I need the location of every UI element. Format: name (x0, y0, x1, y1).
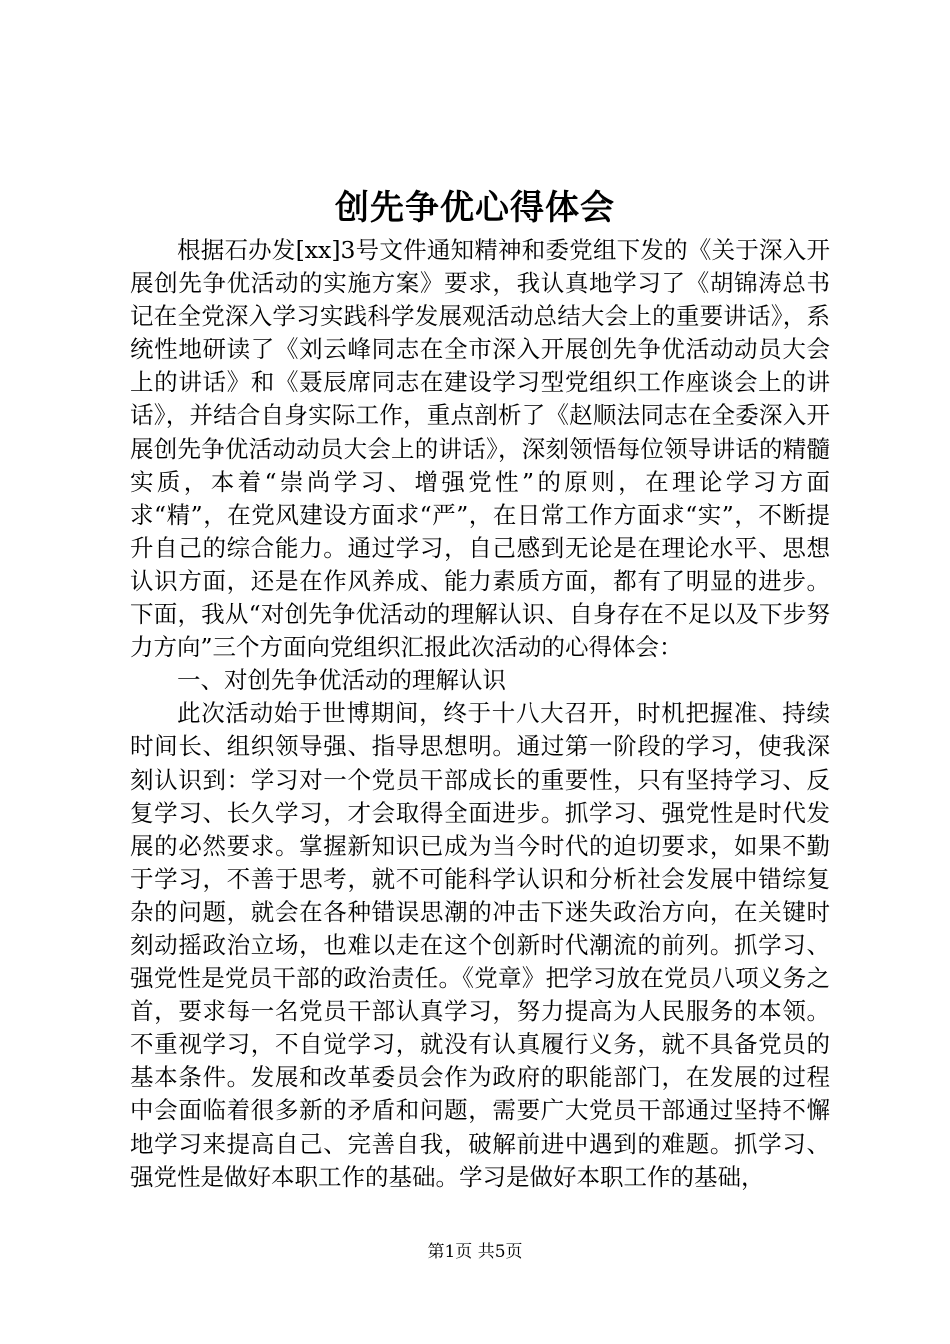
section-heading: 一、对创先争优活动的理解认识 (177, 666, 506, 695)
page-number: 第1页 共5页 (427, 1242, 523, 1262)
paragraph-section-one: 此次活动始于世博期间，终于十八大召开，时机把握准、持续时间长、组织领导强、指导思想明。通过第一阶段的学习，使我深刻认识到：学习对一个党员干部成长的重要性，只有坚持学习、反复学习、长久学习，才会取得全面进步。抓学习、强党性是时代发展的必然要求。掌握新知识已成为当今时代的迫切要求，如果不勤于学习，不善于思考，就不可能科学认识和分析社会发展中错综复杂的问题，就会在各种错误思潮的冲击下迷失政治方向，在关键时刻动摇政治立场，也难以走在这个创新时代潮流的前列。抓学习、强党性是党员干部的政治责任。《党章》把学习放在党员八项义务之首，要求每一名党员干部认真学习，努力提高为人民服务的本领。不重视学习，不自觉学习，就没有认真履行义务，就不具备党员的基本条件。发展和改革委员会作为政府的职能部门，在发展的过程中会面临着很多新的矛盾和问题，需要广大党员干部通过坚持不懈地学习来提高自己、完善自我，破解前进中遇到的难题。抓学习、强党性是做好本职工作的基础。学习是做好本职工作的基础， (130, 699, 830, 1191)
paragraph-intro: 根据石办发[xx]3号文件通知精神和委党组下发的《关于深入开展创先争优活动的实施方案》要求，我认真地学习了《胡锦涛总书记在全党深入学习实践科学发展观活动总结大会上的重要讲话》，系统性地研读了《刘云峰同志在全市深入开展创先争优活动动员大会上的讲话》和《聂辰席同志在建设学习型党组织工作座谈会上的讲话》，并结合自身实际工作，重点剖析了《赵顺法同志在全委深入开展创先争优活动动员大会上的讲话》，深刻领悟每位领导讲话的精髓实质，本着“崇尚学习、增强党性”的原则，在理论学习方面求“精”，在党风建设方面求“严”，在日常工作方面求“实”，不断提升自己的综合能力。通过学习，自己感到无论是在理论水平、思想认识方面，还是在作风养成、能力素质方面，都有了明显的进步。下面，我从“对创先争优活动的理解认识、自身存在不足以及下步努力方向”三个方面向党组织汇报此次活动的心得体会： (130, 236, 830, 662)
document-body (130, 234, 830, 1194)
document-title: 创先争优心得体会 (335, 188, 615, 228)
